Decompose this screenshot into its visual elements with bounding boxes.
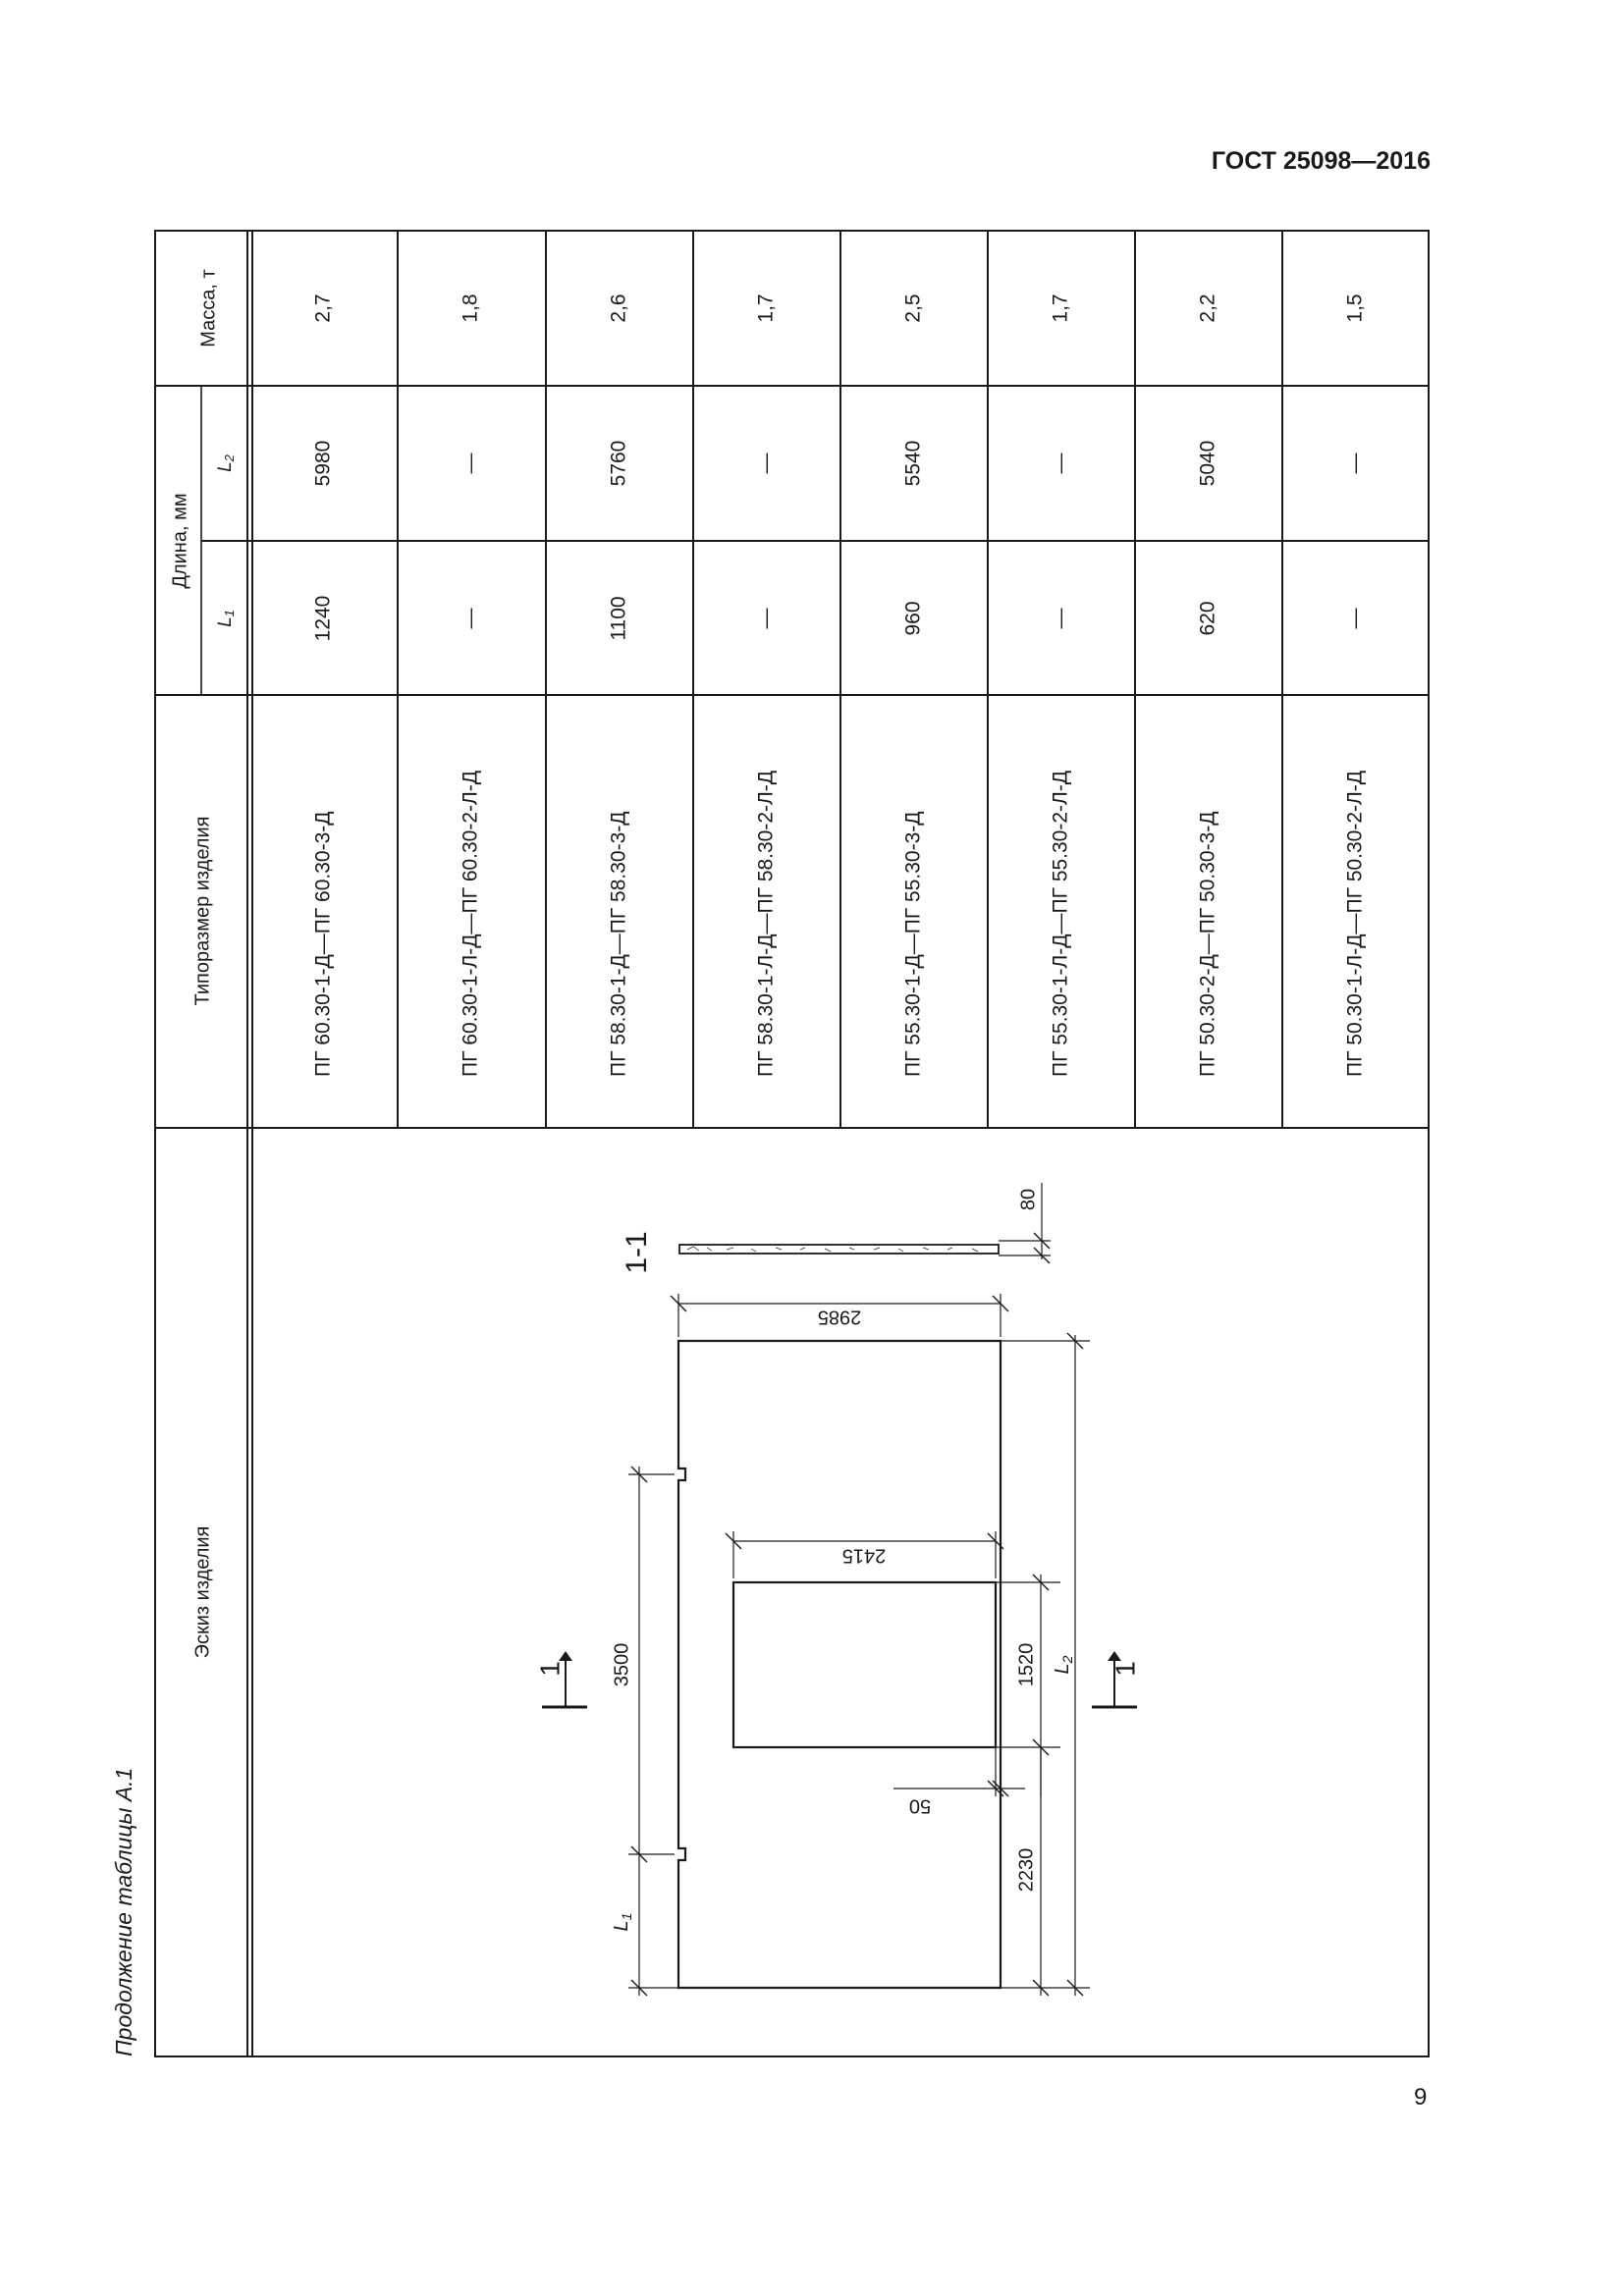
- page-number: 9: [1414, 2084, 1428, 2110]
- table-grid: [155, 231, 1429, 2056]
- cut-mark-right: 1: [1110, 1661, 1141, 1677]
- dim-l1: $L_1$: [611, 1912, 634, 1932]
- cell-l2: 5760: [607, 440, 630, 487]
- cell-mass: 2,6: [607, 294, 630, 323]
- header-mass: Масса, т: [197, 269, 220, 347]
- cell-l1: 620: [1196, 601, 1219, 636]
- table-row: [902, 294, 925, 1077]
- table-caption: Продолжение таблицы А.1: [111, 1767, 136, 2056]
- opening-outline: [733, 1582, 996, 1747]
- cell-mass: 2,5: [901, 294, 925, 323]
- header-l1: $L_1$: [215, 610, 238, 627]
- header-l2: $L_2$: [215, 454, 238, 472]
- dim-thickness: 80: [1017, 1188, 1040, 1211]
- cell-mass: 2,2: [1196, 294, 1219, 323]
- cell-l2: —: [1049, 453, 1072, 474]
- cell-l1: —: [1049, 608, 1072, 629]
- cell-l2: —: [1343, 453, 1367, 474]
- cell-l1: —: [1343, 608, 1367, 629]
- header-type: Типоразмер изделия: [191, 816, 214, 1006]
- cell-type: ПГ 50.30-2-Д—ПГ 50.30-3-Д: [1196, 811, 1219, 1077]
- dim-opening-height: 1520: [1015, 1642, 1038, 1687]
- cell-mass: 1,7: [1049, 294, 1072, 323]
- table-row: [755, 294, 778, 1077]
- table-frame: [155, 231, 1429, 2056]
- document-code: ГОСТ 25098—2016: [1211, 147, 1431, 175]
- cell-mass: 1,5: [1343, 294, 1367, 323]
- dim-loops: 3500: [611, 1642, 633, 1687]
- cut-arrow: [559, 1651, 572, 1661]
- table-row: [460, 294, 482, 1077]
- table-row: [608, 294, 630, 1077]
- header-length: Длина, мм: [169, 493, 191, 589]
- header-sketch: Эскиз изделия: [191, 1525, 214, 1659]
- cell-l2: —: [459, 453, 482, 474]
- dim-opening-width: 2415: [841, 1544, 887, 1567]
- cell-type: ПГ 60.30-1-Л-Д—ПГ 60.30-2-Л-Д: [459, 770, 482, 1077]
- product-sketch: [534, 1183, 1140, 1996]
- cell-mass: 1,7: [754, 294, 778, 323]
- cell-l2: —: [754, 453, 778, 474]
- cell-l1: —: [459, 608, 482, 629]
- table-row: [1050, 294, 1072, 1077]
- cell-type: ПГ 58.30-1-Л-Д—ПГ 58.30-2-Л-Д: [754, 770, 778, 1077]
- cell-type: ПГ 58.30-1-Д—ПГ 58.30-3-Д: [607, 811, 630, 1077]
- table-row: [1197, 294, 1219, 1077]
- section-label: 1-1: [620, 1231, 653, 1274]
- cell-type: ПГ 55.30-1-Д—ПГ 55.30-3-Д: [901, 811, 925, 1077]
- cell-l1: 960: [901, 601, 925, 636]
- cell-type: ПГ 60.30-1-Д—ПГ 60.30-3-Д: [311, 811, 335, 1077]
- cell-l1: —: [754, 608, 778, 629]
- cell-l2: 5980: [311, 440, 335, 487]
- cell-type: ПГ 50.30-1-Л-Д—ПГ 50.30-2-Л-Д: [1343, 770, 1367, 1077]
- dim-gap: 50: [908, 1794, 932, 1817]
- dim-l2: $L_2$: [1052, 1655, 1075, 1675]
- dim-width: 2985: [817, 1306, 862, 1328]
- dim-bottom: 2230: [1015, 1847, 1038, 1893]
- cell-type: ПГ 55.30-1-Л-Д—ПГ 55.30-2-Л-Д: [1049, 770, 1072, 1077]
- cut-arrow: [1108, 1651, 1121, 1661]
- cell-mass: 1,8: [459, 294, 482, 323]
- cell-l2: 5540: [901, 440, 925, 487]
- cut-mark-left: 1: [534, 1661, 566, 1677]
- cell-l2: 5040: [1196, 440, 1219, 487]
- table-row: [312, 294, 335, 1077]
- cell-l1: 1240: [311, 595, 335, 642]
- table-row: [1344, 294, 1367, 1077]
- cell-mass: 2,7: [311, 294, 335, 323]
- cell-l1: 1100: [607, 596, 630, 641]
- panel-outline: [678, 1341, 1001, 1988]
